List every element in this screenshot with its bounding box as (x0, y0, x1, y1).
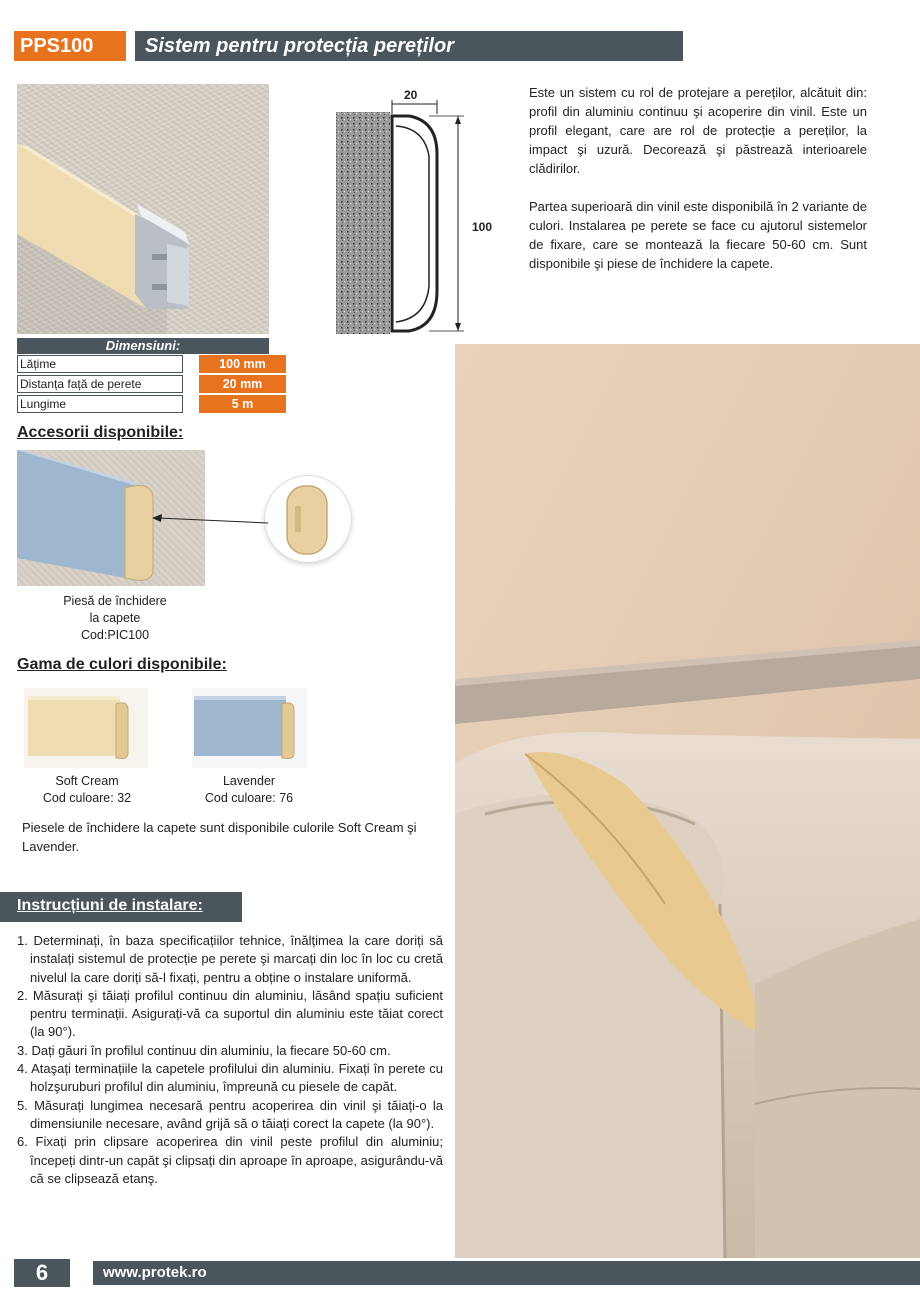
installation-step: 1. Determinați, în baza specificațiilor tehnice, înălțimea la care doriți să instalați sistemul de protecție pe perete şi marcați din loc în loc cu cretă nivelul la care doriți să-l fixați, pentru a obține o instalare uniformă. (17, 933, 443, 985)
accessory-caption (40, 593, 190, 644)
product-code: PPS100 (14, 31, 126, 61)
color-lavender-caption (182, 773, 316, 807)
page-number: 6 (14, 1259, 70, 1287)
color-soft-cream-caption (20, 773, 154, 807)
installation-step: 5. Măsurați lungimea necesară pentru acoperirea din vinil şi tăiați-o la dimensiunile necesare, având grijă să o tăiați corect la capete (la 90°). (17, 1097, 443, 1131)
installation-step: 3. Dați găuri în profilul continuu din aluminiu, la fiecare 50-60 cm. (17, 1042, 391, 1058)
dimensions-heading: Dimensiuni: (17, 338, 269, 354)
accessory-caption-line1: Piesă de închidere (63, 594, 167, 608)
description-paragraph-1: Este un sistem cu rol de protejare a pereților, alcătuit din: profil din aluminiu continuu şi acoperire din vinil. Este un profil elegant, care are rol de protecție a pereților, la impact şi uzură. Decorează şi păstrează interioarele clădirilor. (529, 85, 867, 176)
diagram-height-label: 100 (472, 220, 493, 234)
installation-heading (0, 892, 242, 922)
footer-url[interactable]: www.protek.ro (93, 1261, 920, 1285)
end-cap-closeup (265, 476, 351, 562)
dimension-row-distance (17, 375, 269, 393)
color-name: Soft Cream (55, 774, 119, 788)
dimension-row-width (17, 355, 269, 373)
description-paragraph-2: Partea superioară din vinil este disponibilă în 2 variante de culori. Instalarea pe perete se face cu ajutorul sistemelor de fixare, care se montează la fiecare 50-60 cm. Sunt disponibile şi piese de închidere la capete. (529, 199, 867, 271)
installation-heading-text: Instrucțiuni de instalare: (17, 897, 203, 914)
installation-step: 4. Ataşați terminațiile la capetele profilului din aluminiu. Fixați în perete cu holzşuruburi profilul din aluminiu, împreună cu piesele de capăt. (17, 1061, 443, 1095)
dimension-label: Lungime (17, 395, 183, 413)
accessory-code: Cod:PIC100 (80, 628, 150, 642)
accessories-heading: Accesorii disponibile: (17, 424, 184, 441)
dimension-value: 5 m (199, 395, 286, 413)
installation-step: 2. Măsurați şi tăiați profilul continuu din aluminiu, lăsând spațiu suficient pentru terminații. Asigurați-vă ca suportul din aluminiu este tăiat corect (la 90°). (17, 987, 443, 1040)
color-name: Lavender (222, 774, 276, 788)
colors-note: Piesele de închidere la capete sunt disponibile culorile Soft Cream şi Lavender. (22, 820, 417, 854)
installation-steps (17, 932, 443, 1188)
dimension-row-length (17, 395, 269, 413)
swatch-soft-cream (24, 688, 148, 768)
color-code: Cod culoare: 76 (204, 791, 294, 805)
swatch-lavender (192, 688, 307, 768)
diagram-width-label: 20 (404, 88, 418, 102)
pointer-arrow (150, 512, 270, 528)
sofa-photo (455, 344, 920, 1258)
color-code: Cod culoare: 32 (42, 791, 132, 805)
accessory-caption-line2: la capete (89, 611, 141, 625)
page-title: Sistem pentru protecția pereților (135, 31, 683, 61)
dimension-label: Lățime (17, 355, 183, 373)
cross-section-diagram (334, 86, 504, 336)
installation-step: 6. Fixați prin clipsare acoperirea din vinil peste profilul din aluminiu; începeți dintr-un capăt şi clipsați din aproape în aproape, asigurându-vă că se clipsează etanş. (17, 1134, 443, 1186)
dimension-value: 20 mm (199, 375, 286, 393)
colors-heading: Gama de culori disponibile: (17, 656, 227, 673)
product-photo (17, 84, 269, 334)
dimension-label: Distanța față de perete (17, 375, 183, 393)
dimension-value: 100 mm (199, 355, 286, 373)
